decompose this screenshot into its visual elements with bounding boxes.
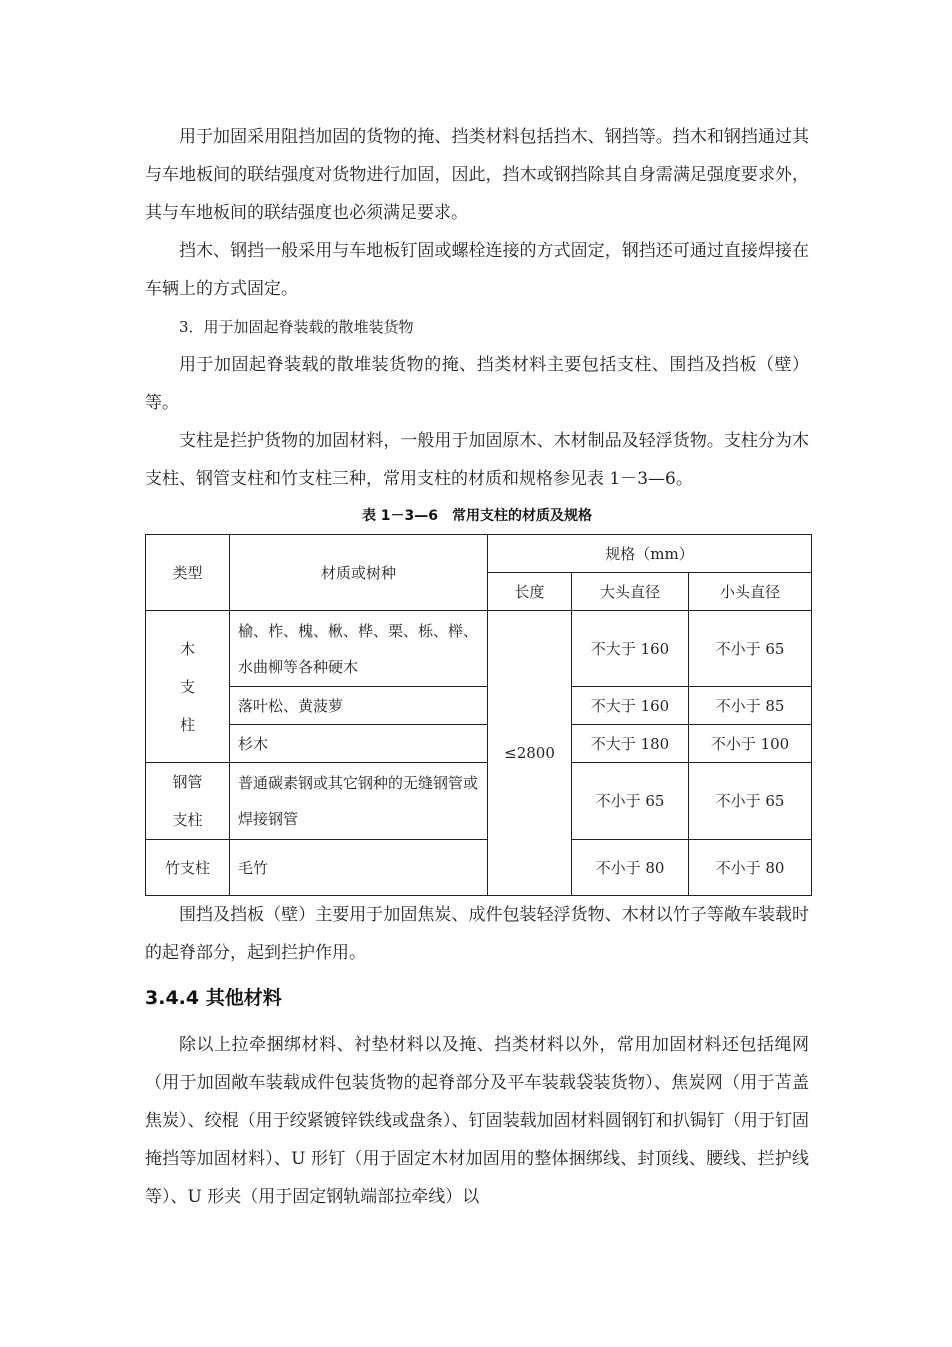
paragraph-barrier-materials: 用于加固采用阻挡加固的货物的掩、挡类材料包括挡木、钢挡等。挡木和钢挡通过其与车地板间的联结强度对货物进行加固，因此，挡木或钢挡除其自身需满足强度要求外，其与车地板间的联结强度也必须满足要求。	[145, 127, 809, 223]
header-spec: 规格（mm）	[488, 535, 812, 573]
table-row	[146, 611, 812, 687]
table-caption: 表 1－3—6 常用支柱的材质及规格	[361, 508, 593, 524]
big-diameter-cell: 不小于 65	[572, 763, 689, 840]
small-diameter-cell: 不小于 85	[689, 687, 812, 725]
type-steel-pillar	[146, 763, 230, 840]
material-cell: 榆、柞、槐、楸、桦、栗、栎、榉、水曲柳等各种硬木	[230, 611, 488, 687]
big-diameter-cell: 不小于 80	[572, 840, 689, 896]
small-diameter-cell: 不小于 80	[689, 840, 812, 896]
pillar-spec-table	[145, 534, 812, 896]
type-steel-line: 钢管	[172, 773, 203, 791]
table-header-row	[146, 535, 812, 573]
big-diameter-cell: 不大于 160	[572, 687, 689, 725]
material-cell: 毛竹	[230, 840, 488, 896]
small-diameter-cell: 不小于 100	[689, 725, 812, 763]
header-type: 类型	[146, 535, 230, 611]
section-heading: 3.4.4 其他材料	[145, 987, 282, 1009]
material-cell: 杉木	[230, 725, 488, 763]
type-steel-line: 支柱	[172, 811, 203, 829]
subheading-ridge-loading: 3．用于加固起脊装载的散堆装货物	[179, 318, 414, 336]
paragraph-ridge-materials: 用于加固起脊装载的散堆装货物的掩、挡类材料主要包括支柱、围挡及挡板（壁）等。	[145, 355, 809, 413]
big-diameter-cell: 不大于 160	[572, 611, 689, 687]
small-diameter-cell: 不小于 65	[689, 763, 812, 840]
paragraph-barrier-fixing: 挡木、钢挡一般采用与车地板钉固或螺栓连接的方式固定，钢挡还可通过直接焊接在车辆上的方式固定。	[145, 241, 809, 299]
paragraph-pillars: 支柱是拦护货物的加固材料，一般用于加固原木、木材制品及轻浮货物。支柱分为木支柱、钢管支柱和竹支柱三种，常用支柱的材质和规格参见表 1－3—6。	[145, 431, 809, 489]
table-row	[146, 687, 812, 725]
header-small-diameter: 小头直径	[689, 573, 812, 611]
material-cell: 普通碳素钢或其它钢种的无缝钢管或焊接钢管	[230, 763, 488, 840]
header-length: 长度	[488, 573, 572, 611]
table-row	[146, 840, 812, 896]
type-wood-char: 木	[179, 639, 195, 658]
header-big-diameter: 大头直径	[572, 573, 689, 611]
page-content	[145, 118, 809, 1216]
type-wood-char: 支	[179, 677, 195, 696]
type-bamboo-pillar: 竹支柱	[146, 840, 230, 896]
header-material: 材质或树种	[230, 535, 488, 611]
big-diameter-cell: 不大于 180	[572, 725, 689, 763]
type-wood-char: 柱	[179, 715, 195, 734]
table-row	[146, 763, 812, 840]
paragraph-enclosures: 围挡及挡板（壁）主要用于加固焦炭、成件包装轻浮货物、木材以竹子等敞车装载时的起脊部分，起到拦护作用。	[145, 905, 809, 963]
type-wood-pillar	[146, 611, 230, 763]
material-cell: 落叶松、黄菠萝	[230, 687, 488, 725]
paragraph-other-materials: 除以上拉牵捆绑材料、衬垫材料以及掩、挡类材料以外，常用加固材料还包括绳网（用于加固敞车装载成件包装货物的起脊部分及平车装载袋装货物）、焦炭网（用于苫盖焦炭）、绞棍（用于绞紧镀锌铁线或盘条）、钉固装载加固材料圆钢钉和扒锔钉（用于钉固掩挡等加固材料）、U 形钉（用于固定木材加固用的整体捆绑线、封顶线、腰线、拦护线等）、U 形夹（用于固定钢轨端部拉牵线）以	[145, 1035, 809, 1207]
small-diameter-cell: 不小于 65	[689, 611, 812, 687]
table-row	[146, 725, 812, 763]
length-cell: ≤2800	[488, 611, 572, 896]
